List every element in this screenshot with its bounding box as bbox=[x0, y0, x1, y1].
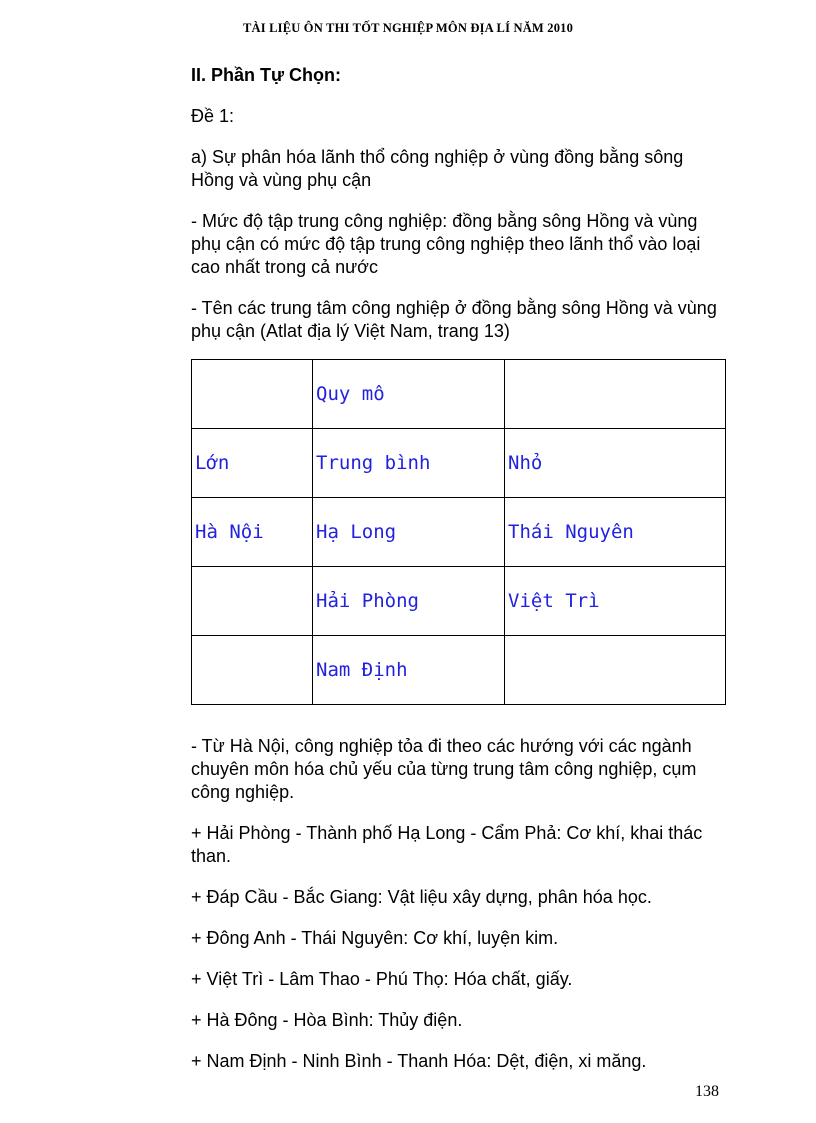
page-number: 138 bbox=[695, 1083, 719, 1100]
direction-item: + Đáp Cầu - Bắc Giang: Vật liệu xây dựng, phân hóa học. bbox=[191, 887, 652, 907]
direction-item: + Hải Phòng - Thành phố Hạ Long - Cẩm Phả: Cơ khí, khai thác than. bbox=[191, 823, 703, 866]
table-cell: Việt Trì bbox=[505, 567, 726, 636]
table-cell: Thái Nguyên bbox=[505, 498, 726, 567]
table-row bbox=[192, 429, 726, 498]
direction-item: + Hà Đông - Hòa Bình: Thủy điện. bbox=[191, 1010, 463, 1030]
table-cell: Nam Định bbox=[313, 636, 505, 705]
exam-label: Đề 1: bbox=[191, 106, 235, 126]
table-cell: Hà Nội bbox=[192, 498, 313, 567]
page-header: TÀI LIỆU ÔN THI TỐT NGHIỆP MÔN ĐỊA LÍ NĂM 2010 bbox=[242, 21, 574, 35]
direction-item: + Nam Định - Ninh Bình - Thanh Hóa: Dệt, điện, xi măng. bbox=[191, 1051, 647, 1071]
table-cell bbox=[505, 360, 726, 429]
table-cell: Lớn bbox=[192, 429, 313, 498]
table-row bbox=[192, 498, 726, 567]
table-cell: Nhỏ bbox=[505, 429, 726, 498]
question-a: a) Sự phân hóa lãnh thổ công nghiệp ở vùng đồng bằng sông Hồng và vùng phụ cận bbox=[191, 147, 684, 190]
table-row bbox=[192, 567, 726, 636]
table-cell: Quy mô bbox=[313, 360, 505, 429]
table-cell bbox=[192, 567, 313, 636]
table-row bbox=[192, 360, 726, 429]
radiation-paragraph: - Từ Hà Nội, công nghiệp tỏa đi theo các hướng với các ngành chuyên môn hóa chủ yếu của từng trung tâm công nghiệp, cụm công nghiệp. bbox=[191, 736, 697, 802]
direction-item: + Đông Anh - Thái Nguyên: Cơ khí, luyện kim. bbox=[191, 928, 559, 948]
table-cell bbox=[505, 636, 726, 705]
industrial-centers-table bbox=[191, 359, 726, 705]
table-cell bbox=[192, 636, 313, 705]
document-body bbox=[191, 64, 731, 1091]
table-cell: Trung bình bbox=[313, 429, 505, 498]
table-cell: Hải Phòng bbox=[313, 567, 505, 636]
table-cell bbox=[192, 360, 313, 429]
centers-intro: - Tên các trung tâm công nghiệp ở đồng bằng sông Hồng và vùng phụ cận (Atlat địa lý Việt Nam, trang 13) bbox=[191, 298, 717, 341]
direction-item: + Việt Trì - Lâm Thao - Phú Thọ: Hóa chất, giấy. bbox=[191, 969, 573, 989]
table-cell: Hạ Long bbox=[313, 498, 505, 567]
table-row bbox=[192, 636, 726, 705]
section-heading: II. Phần Tự Chọn: bbox=[191, 65, 342, 85]
concentration-paragraph: - Mức độ tập trung công nghiệp: đồng bằng sông Hồng và vùng phụ cận có mức độ tập trung công nghiệp theo lãnh thổ vào loại cao nhất trong cả nước bbox=[191, 211, 701, 277]
